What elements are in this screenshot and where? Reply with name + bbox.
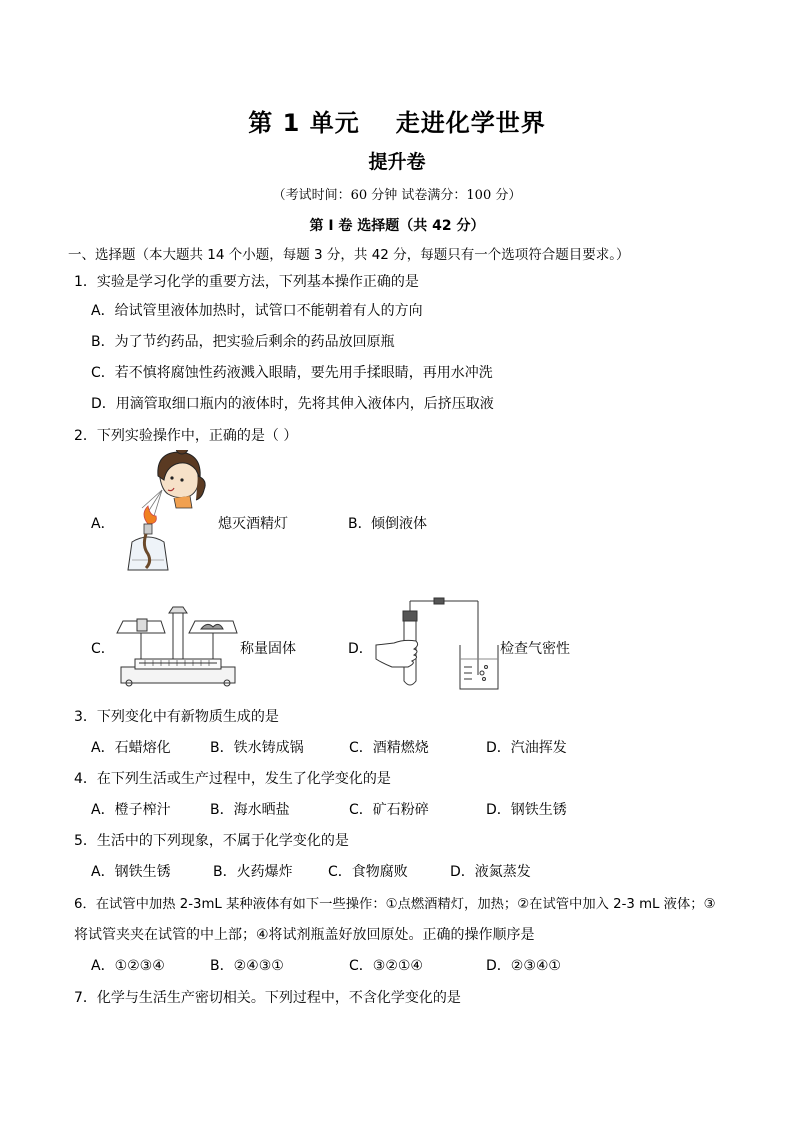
question-6-stem-line-1: 6．在试管中加热 2-3mL 某种液体有如下一些操作：①点燃酒精灯，加热；②在试管中加入 2-3 mL 液体；③ — [74, 897, 716, 912]
question-2-stem: 2．下列实验操作中，正确的是（ ） — [74, 428, 298, 444]
exam-info: （考试时间：60 分钟 试卷满分：100 分） — [272, 188, 522, 203]
page-subtitle: 提升卷 — [368, 151, 426, 173]
question-6-option-a: A．①②③④ — [91, 958, 165, 974]
beaker-icon — [460, 645, 498, 689]
question-6-stem-line-2: 将试管夹夹在试管的中上部；④将试剂瓶盖好放回原处。正确的操作顺序是 — [74, 927, 535, 943]
unit-number: 第 1 单元 — [248, 109, 360, 137]
hand-icon — [376, 640, 418, 667]
question-4-stem: 4．在下列生活或生产过程中，发生了化学变化的是 — [74, 771, 391, 787]
question-5-option-b: B．火药爆炸 — [213, 864, 293, 880]
unit-name: 走进化学世界 — [395, 109, 546, 137]
page-title — [0, 103, 794, 138]
question-5-option-a: A．钢铁生锈 — [91, 864, 171, 880]
girl-head-icon — [158, 450, 205, 508]
balance-scale-icon — [117, 607, 237, 686]
question-6-option-c: C．③②①④ — [349, 958, 423, 974]
question-3-option-b: B．铁水铸成锅 — [210, 740, 304, 756]
extinguish-lamp-illustration — [118, 450, 218, 590]
instructions: 一、选择题（本大题共 14 个小题，每题 3 分，共 42 分，每题只有一个选项符合题目要求。） — [68, 247, 630, 263]
question-1-stem: 1．实验是学习化学的重要方法，下列基本操作正确的是 — [74, 274, 419, 290]
question-3-option-a: A．石蜡熔化 — [91, 740, 171, 756]
question-1-option-d: D．用滴管取细口瓶内的液体时，先将其伸入液体内，后挤压取液 — [91, 396, 494, 412]
question-3-option-d: D．汽油挥发 — [486, 740, 567, 756]
question-6-option-b: B．②④③① — [210, 958, 284, 974]
question-5-option-d: D．液氮蒸发 — [450, 864, 531, 880]
question-1-option-a: A．给试管里液体加热时，试管口不能朝着有人的方向 — [91, 303, 423, 319]
question-4-option-a: A．橙子榨汁 — [91, 802, 171, 818]
question-1-option-b: B．为了节约药品，把实验后剩余的药品放回原瓶 — [91, 334, 395, 350]
question-2-option-d-caption: 检查气密性 — [500, 641, 570, 657]
airtightness-test-illustration — [374, 597, 504, 692]
alcohol-lamp-icon — [128, 524, 168, 570]
question-5-option-c: C．食物腐败 — [328, 864, 408, 880]
question-2-option-b-letter: B． — [348, 516, 372, 532]
question-7-stem: 7．化学与生活生产密切相关。下列过程中，不含化学变化的是 — [74, 990, 461, 1006]
question-5-stem: 5．生活中的下列现象，不属于化学变化的是 — [74, 833, 349, 849]
question-1-option-c: C．若不慎将腐蚀性药液溅入眼睛，要先用手揉眼睛，再用水冲洗 — [91, 365, 493, 381]
question-2-option-d-letter: D． — [348, 641, 373, 657]
question-2-option-b-caption: 倾倒液体 — [371, 516, 427, 532]
balance-scale-illustration — [115, 605, 240, 690]
question-4-option-b: B．海水晒盐 — [210, 802, 290, 818]
question-2-option-a-caption: 熄灭酒精灯 — [218, 516, 288, 532]
question-6-option-d: D．②③④① — [486, 958, 561, 974]
question-4-option-d: D．钢铁生锈 — [486, 802, 567, 818]
question-3-stem: 3．下列变化中有新物质生成的是 — [74, 709, 279, 725]
question-4-option-c: C．矿石粉碎 — [349, 802, 429, 818]
question-2-option-c-letter: C． — [91, 641, 115, 657]
section-title: 第 I 卷 选择题（共 42 分） — [309, 218, 485, 234]
question-2-option-c-caption: 称量固体 — [240, 641, 296, 657]
question-2-option-a-letter: A． — [91, 516, 115, 532]
question-3-option-c: C．酒精燃烧 — [349, 740, 429, 756]
